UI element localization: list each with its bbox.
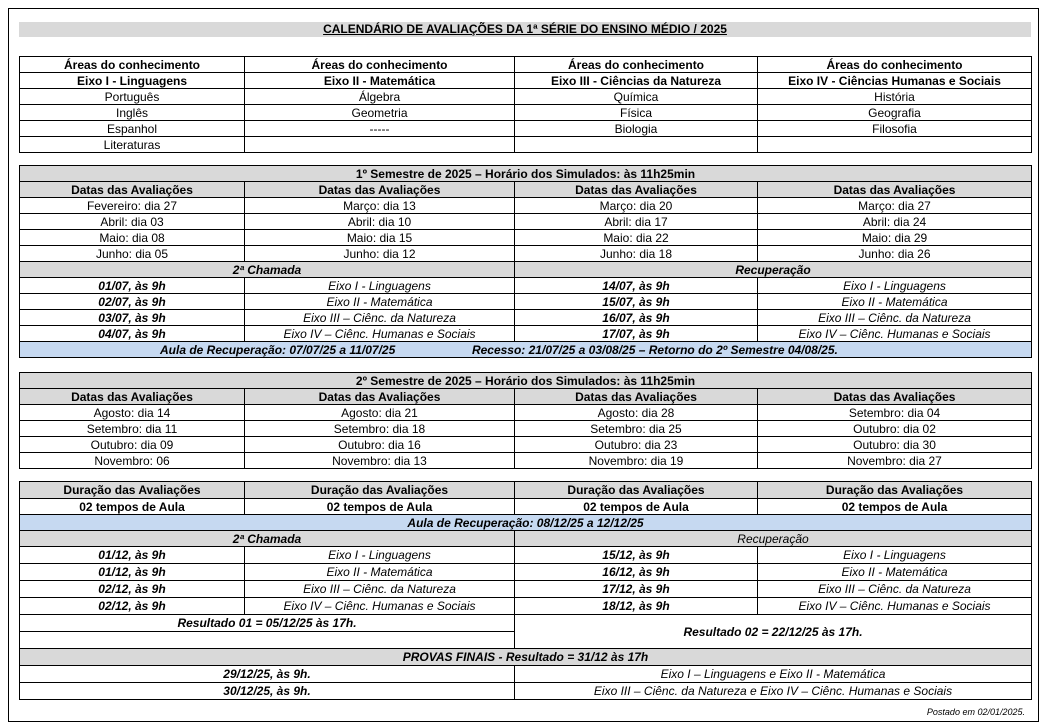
exam-subject: Eixo III – Ciênc. da Natureza <box>758 581 1032 598</box>
subject-cell: ----- <box>245 121 515 137</box>
posted-date: Postado em 02/01/2025. <box>926 707 1025 717</box>
exam-subject: Eixo III – Ciênc. da Natureza <box>758 310 1032 326</box>
provas-finais-banner: PROVAS FINAIS - Resultado = 31/12 às 17h <box>20 649 1032 666</box>
exam-date: 15/07, às 9h <box>515 294 758 310</box>
exam-subject: Eixo IV – Ciênc. Humanas e Sociais <box>758 326 1032 342</box>
area-header-2: Áreas do conhecimento <box>245 57 515 73</box>
eixo-4-header: Eixo IV - Ciências Humanas e Sociais <box>758 73 1032 89</box>
date-cell: Maio: dia 29 <box>758 230 1032 246</box>
exam-date: 16/07, às 9h <box>515 310 758 326</box>
subject-cell: Filosofia <box>758 121 1032 137</box>
date-cell: Setembro: dia 18 <box>245 421 515 437</box>
dates-header: Datas das Avaliações <box>20 389 245 405</box>
semester-2-table <box>19 372 1032 469</box>
date-cell: Agosto: dia 21 <box>245 405 515 421</box>
exam-subject: Eixo III – Ciênc. da Natureza <box>245 581 515 598</box>
dates-header: Datas das Avaliações <box>515 389 758 405</box>
date-cell: Novembro: dia 13 <box>245 453 515 469</box>
recesso-text: Recesso: 21/07/25 a 03/08/25 – Retorno do 2º Semestre 04/08/25. <box>471 342 838 357</box>
subject-cell: Inglês <box>20 105 245 121</box>
date-cell: Setembro: dia 11 <box>20 421 245 437</box>
area-header-4: Áreas do conhecimento <box>758 57 1032 73</box>
dates-header: Datas das Avaliações <box>515 182 758 198</box>
dates-header: Datas das Avaliações <box>20 182 245 198</box>
date-cell: Março: dia 13 <box>245 198 515 214</box>
exam-subject: Eixo IV – Ciênc. Humanas e Sociais <box>245 598 515 615</box>
subject-cell: Geografia <box>758 105 1032 121</box>
area-header-3: Áreas do conhecimento <box>515 57 758 73</box>
exam-date: 01/12, às 9h <box>20 547 245 564</box>
date-cell: Outubro: dia 16 <box>245 437 515 453</box>
date-cell: Fevereiro: dia 27 <box>20 198 245 214</box>
subject-cell: Literaturas <box>20 137 245 153</box>
exam-date: 04/07, às 9h <box>20 326 245 342</box>
date-cell: Maio: dia 08 <box>20 230 245 246</box>
final-exam-date: 30/12/25, às 9h. <box>20 683 515 700</box>
dates-header: Datas das Avaliações <box>245 182 515 198</box>
date-cell: Junho: dia 12 <box>245 246 515 262</box>
dates-header: Datas das Avaliações <box>758 182 1032 198</box>
exam-date: 02/12, às 9h <box>20 598 245 615</box>
date-cell: Abril: dia 10 <box>245 214 515 230</box>
date-cell: Outubro: dia 09 <box>20 437 245 453</box>
recuperacao-label: Recuperação <box>515 262 1032 278</box>
exam-date: 01/07, às 9h <box>20 278 245 294</box>
dates-header: Datas das Avaliações <box>758 389 1032 405</box>
subject-cell <box>515 137 758 153</box>
dates-header: Datas das Avaliações <box>245 389 515 405</box>
date-cell: Março: dia 20 <box>515 198 758 214</box>
date-cell: Novembro: dia 27 <box>758 453 1032 469</box>
exam-subject: Eixo II - Matemática <box>758 564 1032 581</box>
date-cell: Abril: dia 24 <box>758 214 1032 230</box>
subject-cell: Geometria <box>245 105 515 121</box>
date-cell: Junho: dia 05 <box>20 246 245 262</box>
exam-subject: Eixo III – Ciênc. da Natureza <box>245 310 515 326</box>
duracao-value: 02 tempos de Aula <box>758 499 1032 515</box>
date-cell: Maio: dia 22 <box>515 230 758 246</box>
date-cell: Junho: dia 18 <box>515 246 758 262</box>
final-exam-date: 29/12/25, às 9h. <box>20 666 515 683</box>
exam-subject: Eixo I - Linguagens <box>245 547 515 564</box>
final-exam-subjects: Eixo I – Linguagens e Eixo II - Matemática <box>515 666 1032 683</box>
duracao-header: Duração das Avaliações <box>758 482 1032 499</box>
date-cell: Setembro: dia 25 <box>515 421 758 437</box>
segunda-chamada-label: 2ª Chamada <box>20 262 515 278</box>
exam-subject: Eixo I - Linguagens <box>245 278 515 294</box>
recuperacao-label: Recuperação <box>515 531 1032 547</box>
eixo-3-header: Eixo III - Ciências da Natureza <box>515 73 758 89</box>
exam-date: 17/12, às 9h <box>515 581 758 598</box>
aula-recuperacao-banner: Aula de Recuperação: 08/12/25 a 12/12/25 <box>20 515 1032 531</box>
semester-2-title: 2º Semestre de 2025 – Horário dos Simulados: às 11h25min <box>20 373 1032 389</box>
duracao-header: Duração das Avaliações <box>515 482 758 499</box>
resultado-01-blank <box>20 632 515 649</box>
final-table <box>19 481 1032 700</box>
exam-subject: Eixo II - Matemática <box>245 564 515 581</box>
date-cell: Outubro: dia 02 <box>758 421 1032 437</box>
subject-cell: Álgebra <box>245 89 515 105</box>
subject-cell: Física <box>515 105 758 121</box>
exam-subject: Eixo IV – Ciênc. Humanas e Sociais <box>245 326 515 342</box>
subject-cell <box>758 137 1032 153</box>
date-cell: Outubro: dia 23 <box>515 437 758 453</box>
subject-cell: Espanhol <box>20 121 245 137</box>
subject-cell: Português <box>20 89 245 105</box>
exam-date: 02/07, às 9h <box>20 294 245 310</box>
areas-table <box>19 56 1032 153</box>
date-cell: Maio: dia 15 <box>245 230 515 246</box>
exam-subject: Eixo II - Matemática <box>758 294 1032 310</box>
date-cell: Novembro: 06 <box>20 453 245 469</box>
exam-date: 18/12, às 9h <box>515 598 758 615</box>
eixo-2-header: Eixo II - Matemática <box>245 73 515 89</box>
resultado-02: Resultado 02 = 22/12/25 às 17h. <box>515 615 1032 649</box>
exam-subject: Eixo I - Linguagens <box>758 278 1032 294</box>
exam-subject: Eixo II - Matemática <box>245 294 515 310</box>
subject-cell <box>245 137 515 153</box>
exam-subject: Eixo IV – Ciênc. Humanas e Sociais <box>758 598 1032 615</box>
date-cell: Março: dia 27 <box>758 198 1032 214</box>
exam-date: 14/07, às 9h <box>515 278 758 294</box>
duracao-value: 02 tempos de Aula <box>515 499 758 515</box>
date-cell: Setembro: dia 04 <box>758 405 1032 421</box>
semester-1-title: 1º Semestre de 2025 – Horário dos Simulados: às 11h25min <box>20 166 1032 182</box>
date-cell: Agosto: dia 28 <box>515 405 758 421</box>
exam-subject: Eixo I - Linguagens <box>758 547 1032 564</box>
document-title: CALENDÁRIO DE AVALIAÇÕES DA 1ª SÉRIE DO ENSINO MÉDIO / 2025 <box>19 22 1031 37</box>
date-cell: Abril: dia 03 <box>20 214 245 230</box>
date-cell: Novembro: dia 19 <box>515 453 758 469</box>
date-cell: Abril: dia 17 <box>515 214 758 230</box>
duracao-header: Duração das Avaliações <box>20 482 245 499</box>
resultado-01: Resultado 01 = 05/12/25 às 17h. <box>20 615 515 632</box>
exam-date: 03/07, às 9h <box>20 310 245 326</box>
date-cell: Junho: dia 26 <box>758 246 1032 262</box>
date-cell: Agosto: dia 14 <box>20 405 245 421</box>
exam-date: 16/12, às 9h <box>515 564 758 581</box>
semester-1-table <box>19 165 1032 358</box>
segunda-chamada-label: 2ª Chamada <box>20 531 515 547</box>
duracao-value: 02 tempos de Aula <box>20 499 245 515</box>
final-exam-subjects: Eixo III – Ciênc. da Natureza e Eixo IV – Ciênc. Humanas e Sociais <box>515 683 1032 700</box>
area-header-1: Áreas do conhecimento <box>20 57 245 73</box>
duracao-header: Duração das Avaliações <box>245 482 515 499</box>
subject-cell: Química <box>515 89 758 105</box>
eixo-1-header: Eixo I - Linguagens <box>20 73 245 89</box>
exam-date: 17/07, às 9h <box>515 326 758 342</box>
subject-cell: História <box>758 89 1032 105</box>
exam-date: 02/12, às 9h <box>20 581 245 598</box>
aula-recuperacao-text: Aula de Recuperação: 07/07/25 a 11/07/25 <box>160 342 396 357</box>
semester-1-footer <box>20 342 1032 358</box>
duracao-value: 02 tempos de Aula <box>245 499 515 515</box>
subject-cell: Biologia <box>515 121 758 137</box>
exam-date: 01/12, às 9h <box>20 564 245 581</box>
date-cell: Outubro: dia 30 <box>758 437 1032 453</box>
exam-date: 15/12, às 9h <box>515 547 758 564</box>
